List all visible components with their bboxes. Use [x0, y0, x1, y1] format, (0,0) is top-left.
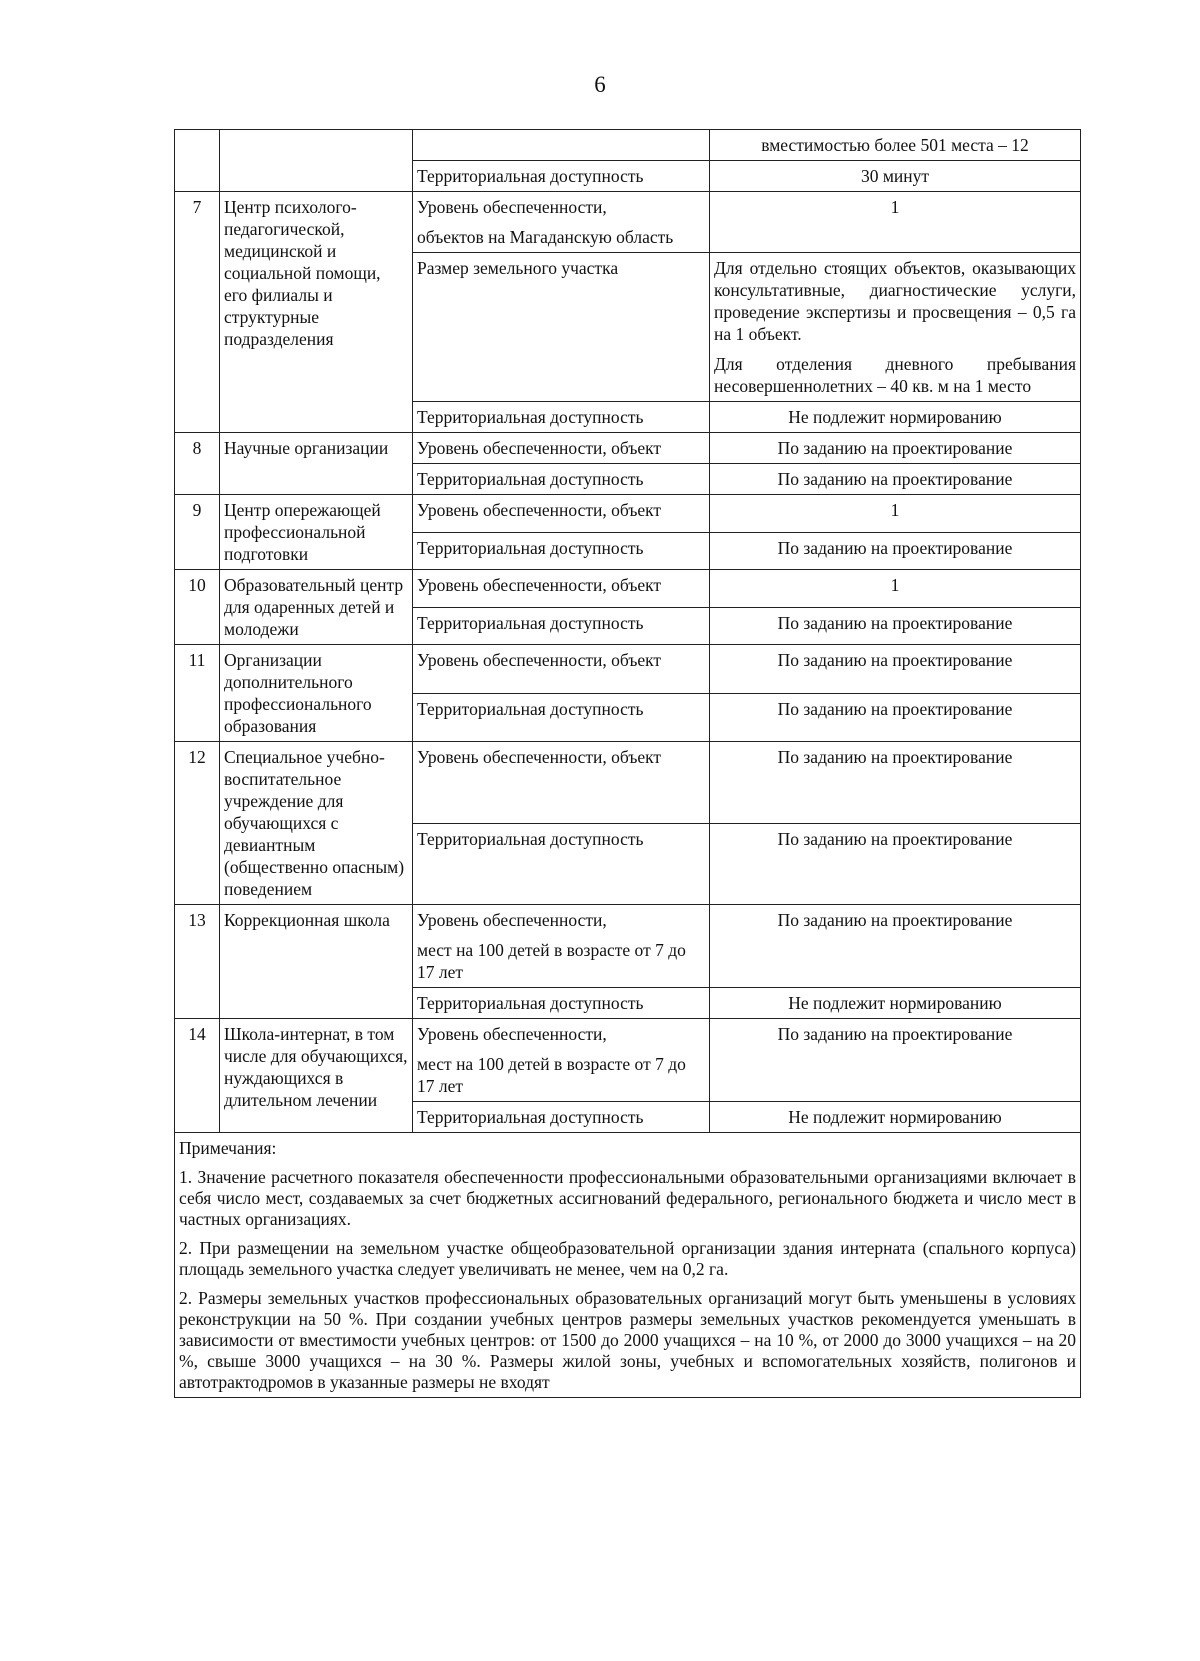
indicator-cell: Уровень обеспеченности, объект — [413, 645, 710, 694]
indicator-line: Уровень обеспеченности, — [417, 197, 607, 217]
table-row — [175, 905, 1081, 988]
number-cell: 7 — [175, 192, 220, 433]
value-cell: По заданию на проектирование — [710, 693, 1081, 742]
indicator-cell: Территориальная доступность — [413, 402, 710, 433]
indicator-line: Уровень обеспеченности, — [417, 1024, 607, 1044]
indicator-cell — [413, 905, 710, 988]
name-cell: Научные организации — [220, 433, 413, 495]
indicator-cell: Уровень обеспеченности, объект — [413, 495, 710, 533]
value-cell: 1 — [710, 570, 1081, 608]
value-cell: Не подлежит нормированию — [710, 402, 1081, 433]
notes-cell — [175, 1133, 1081, 1398]
value-cell: 1 — [710, 192, 1081, 253]
name-cell: Коррекционная школа — [220, 905, 413, 1019]
table-row — [175, 742, 1081, 824]
table-row — [175, 433, 1081, 464]
indicator-cell: Территориальная доступность — [413, 464, 710, 495]
name-cell: Центр опережающей профессиональной подготовки — [220, 495, 413, 570]
indicator-cell: Уровень обеспеченности, объект — [413, 570, 710, 608]
norms-table — [174, 129, 1081, 1398]
indicator-line: Уровень обеспеченности, — [417, 910, 607, 930]
value-cell: По заданию на проектирование — [710, 905, 1081, 988]
value-paragraph: Для отделения дневного пребывания несовершеннолетних – 40 кв. м на 1 место — [714, 354, 1076, 396]
value-paragraph: Для отдельно стоящих объектов, оказывающих консультативные, диагностические услуги, проведение экспертизы и просвещения – 0,5 га на 1 объект. — [714, 258, 1076, 344]
name-cell: Центр психолого-педагогической, медицинской и социальной помощи, его филиалы и структурные подразделения — [220, 192, 413, 433]
page-number: 6 — [594, 72, 606, 97]
indicator-line: мест на 100 детей в возрасте от 7 до 17 лет — [417, 940, 686, 982]
value-cell: По заданию на проектирование — [710, 1019, 1081, 1102]
name-cell: Организации дополнительного профессионального образования — [220, 645, 413, 742]
value-cell: Не подлежит нормированию — [710, 1102, 1081, 1133]
number-cell: 14 — [175, 1019, 220, 1133]
table-row — [175, 495, 1081, 533]
indicator-cell: Территориальная доступность — [413, 532, 710, 570]
value-cell: 30 минут — [710, 161, 1081, 192]
note-3: 2. Размеры земельных участков профессиональных образовательных организаций могут быть уменьшены в условиях реконструкции на 50 %. При создании учебных центров размеры земельных участков рекомендуется уменьшать в зависимости от вместимости учебных центров: от 1500 до 2000 учащихся – на 10 %, от 2000 до 3000 учащихся – на 20 %, свыше 3000 учащихся – на 30 %. Размеры жилой зоны, учебных и вспомогательных хозяйств, полигонов и автотрактодромов в указанные размеры не входят — [179, 1288, 1076, 1392]
indicator-cell: Территориальная доступность — [413, 1102, 710, 1133]
value-cell: По заданию на проектирование — [710, 823, 1081, 905]
table-row — [175, 130, 1081, 161]
indicator-cell — [413, 192, 710, 253]
indicator-line: объектов на Магаданскую область — [417, 227, 674, 247]
value-cell: По заданию на проектирование — [710, 607, 1081, 645]
table-row — [175, 645, 1081, 694]
name-cell: Образовательный центр для одаренных детей и молодежи — [220, 570, 413, 645]
note-1: 1. Значение расчетного показателя обеспеченности профессиональными образовательными организациями включает в себя число мест, создаваемых за счет бюджетных ассигнований федерального, регионального бюджета и число мест в частных организациях. — [179, 1167, 1076, 1229]
indicator-cell: Уровень обеспеченности, объект — [413, 433, 710, 464]
number-cell: 11 — [175, 645, 220, 742]
number-cell — [175, 130, 220, 192]
indicator-cell: Территориальная доступность — [413, 988, 710, 1019]
number-cell: 8 — [175, 433, 220, 495]
indicator-cell — [413, 130, 710, 161]
number-cell: 10 — [175, 570, 220, 645]
value-cell: По заданию на проектирование — [710, 532, 1081, 570]
indicator-cell: Уровень обеспеченности, объект — [413, 742, 710, 824]
table-row — [175, 1133, 1081, 1398]
value-cell: По заданию на проектирование — [710, 645, 1081, 694]
table-row — [175, 1019, 1081, 1102]
value-cell: Не подлежит нормированию — [710, 988, 1081, 1019]
indicator-cell: Территориальная доступность — [413, 823, 710, 905]
indicator-cell: Территориальная доступность — [413, 161, 710, 192]
value-cell: По заданию на проектирование — [710, 464, 1081, 495]
value-cell — [710, 253, 1081, 402]
indicator-cell: Размер земельного участка — [413, 253, 710, 402]
value-cell: По заданию на проектирование — [710, 433, 1081, 464]
value-cell: По заданию на проектирование — [710, 742, 1081, 824]
value-cell: вместимостью более 501 места – 12 — [710, 130, 1081, 161]
number-cell: 9 — [175, 495, 220, 570]
note-2: 2. При размещении на земельном участке общеобразовательной организации здания интерната (спального корпуса) площадь земельного участка следует увеличивать не менее, чем на 0,2 га. — [179, 1238, 1076, 1279]
indicator-cell: Территориальная доступность — [413, 693, 710, 742]
name-cell: Специальное учебно-воспитательное учреждение для обучающихся с девиантным (общественно опасным) поведением — [220, 742, 413, 905]
value-cell: 1 — [710, 495, 1081, 533]
table-row — [175, 192, 1081, 253]
indicator-cell — [413, 1019, 710, 1102]
number-cell: 13 — [175, 905, 220, 1019]
name-cell — [220, 130, 413, 192]
name-cell: Школа-интернат, в том числе для обучающихся, нуждающихся в длительном лечении — [220, 1019, 413, 1133]
number-cell: 12 — [175, 742, 220, 905]
table-row — [175, 570, 1081, 608]
indicator-line: мест на 100 детей в возрасте от 7 до 17 лет — [417, 1054, 686, 1096]
notes-title: Примечания: — [179, 1138, 277, 1158]
indicator-cell: Территориальная доступность — [413, 607, 710, 645]
